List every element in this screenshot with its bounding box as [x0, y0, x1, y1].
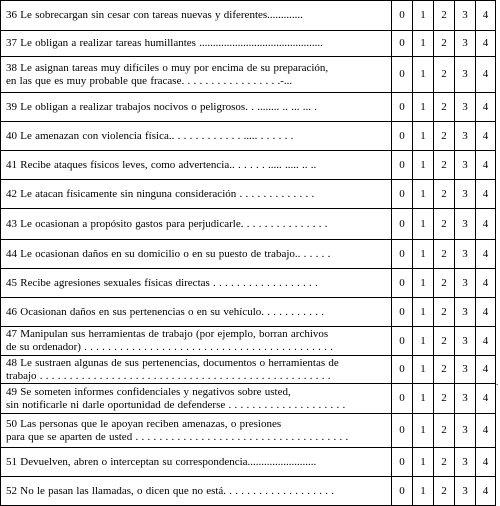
option-2[interactable]: 2 [434, 269, 455, 298]
option-4[interactable]: 4 [476, 93, 496, 122]
option-1[interactable]: 1 [413, 31, 434, 57]
option-3[interactable]: 3 [455, 448, 476, 477]
option-2[interactable]: 2 [434, 477, 455, 506]
option-3[interactable]: 3 [455, 477, 476, 506]
option-0[interactable]: 0 [392, 448, 413, 477]
option-3[interactable]: 3 [455, 31, 476, 57]
option-4[interactable]: 4 [476, 298, 496, 327]
option-0[interactable]: 0 [392, 298, 413, 327]
option-1[interactable]: 1 [413, 209, 434, 240]
question-cell [1, 384, 392, 414]
option-3[interactable]: 3 [455, 151, 476, 180]
option-4[interactable]: 4 [476, 209, 496, 240]
option-0[interactable]: 0 [392, 356, 413, 384]
question-text: 49 Se someten informes confidenciales y negativos sobre usted, sin notificarle ni darle oportunidad de defenderse . . . . . . . . . . . . . . . . . . . . [6, 385, 346, 411]
option-1[interactable]: 1 [413, 327, 434, 356]
option-3[interactable]: 3 [455, 122, 476, 151]
question-text: 52 No le pasan las llamadas, o dicen que no está. . . . . . . . . . . . . . . . . . . [6, 484, 335, 497]
option-1[interactable]: 1 [413, 414, 434, 448]
question-cell [1, 122, 392, 151]
question-cell [1, 240, 392, 269]
option-4[interactable]: 4 [476, 327, 496, 356]
question-row [1, 356, 496, 384]
option-4[interactable]: 4 [476, 269, 496, 298]
option-3[interactable]: 3 [455, 356, 476, 384]
question-text: 43 Le ocasionan a propósito gastos para perjudicarle. . . . . . . . . . . . . . . [6, 217, 328, 230]
question-cell [1, 93, 392, 122]
question-row [1, 151, 496, 180]
question-cell [1, 269, 392, 298]
question-cell [1, 151, 392, 180]
option-0[interactable]: 0 [392, 122, 413, 151]
question-row [1, 477, 496, 506]
option-1[interactable]: 1 [413, 384, 434, 414]
option-3[interactable]: 3 [455, 269, 476, 298]
question-row [1, 209, 496, 240]
option-4[interactable]: 4 [476, 151, 496, 180]
option-0[interactable]: 0 [392, 93, 413, 122]
option-2[interactable]: 2 [434, 93, 455, 122]
option-3[interactable]: 3 [455, 93, 476, 122]
option-3[interactable]: 3 [455, 384, 476, 414]
question-cell [1, 57, 392, 93]
option-0[interactable]: 0 [392, 151, 413, 180]
option-1[interactable]: 1 [413, 298, 434, 327]
option-4[interactable]: 4 [476, 57, 496, 93]
option-4[interactable]: 4 [476, 448, 496, 477]
option-0[interactable]: 0 [392, 269, 413, 298]
option-2[interactable]: 2 [434, 448, 455, 477]
question-row [1, 414, 496, 448]
question-cell [1, 327, 392, 356]
option-2[interactable]: 2 [434, 151, 455, 180]
question-cell [1, 477, 392, 506]
option-2[interactable]: 2 [434, 298, 455, 327]
question-text: 38 Le asignan tareas muy difíciles o muy por encima de su preparación, en las que es muy probable que fracase. . . . . . . . . . . . . . . . .-... [6, 61, 329, 87]
option-1[interactable]: 1 [413, 448, 434, 477]
option-0[interactable]: 0 [392, 240, 413, 269]
question-cell [1, 180, 392, 209]
option-2[interactable]: 2 [434, 1, 455, 31]
option-0[interactable]: 0 [392, 414, 413, 448]
option-2[interactable]: 2 [434, 180, 455, 209]
option-0[interactable]: 0 [392, 180, 413, 209]
option-0[interactable]: 0 [392, 31, 413, 57]
option-2[interactable]: 2 [434, 414, 455, 448]
option-4[interactable]: 4 [476, 31, 496, 57]
option-2[interactable]: 2 [434, 57, 455, 93]
question-text: 41 Recibe ataques físicos leves, como advertencia.. . . . . . ..... ..... .. .. [6, 158, 317, 171]
option-2[interactable]: 2 [434, 327, 455, 356]
option-1[interactable]: 1 [413, 269, 434, 298]
option-1[interactable]: 1 [413, 1, 434, 31]
option-1[interactable]: 1 [413, 240, 434, 269]
question-text: 47 Manipulan sus herramientas de trabajo (por ejemplo, borran archivos de su ordenador) . . . . . . . . . . . . . . . . . . . . . . . . . . . . . . . . . . . . . . . . . . [6, 328, 333, 353]
question-text: 50 Las personas que le apoyan reciben amenazas, o presiones para que se aparten de usted . . . . . . . . . . . . . . . . . . . . . . . . . . . . . . . . . . . . [6, 417, 349, 443]
question-row [1, 298, 496, 327]
survey-body [1, 1, 499, 506]
question-row [1, 93, 496, 122]
question-text: 48 Le sustraen algunas de sus pertenencias, documentos o herramientas de trabajo . . . . . . . . . . . . . . . . . . . . . . . . . . . . . . . . . . . . . . . . . . . . . . . . . [6, 356, 339, 382]
question-text: 40 Le amenazan con violencia física.. . . . . . . . . . . . ..... . . . . . . [6, 129, 294, 142]
option-4[interactable]: 4 [476, 180, 496, 209]
option-1[interactable]: 1 [413, 180, 434, 209]
question-cell [1, 414, 392, 448]
question-cell [1, 448, 392, 477]
question-cell [1, 209, 392, 240]
option-3[interactable]: 3 [455, 298, 476, 327]
question-text: 39 Le obligan a realizar trabajos nocivos o peligrosos. . ........ .. ... ... . [6, 100, 317, 113]
question-row [1, 269, 496, 298]
question-text: 45 Recibe agresiones sexuales físicas directas . . . . . . . . . . . . . . . . . . [6, 276, 318, 289]
question-row [1, 240, 496, 269]
option-0[interactable]: 0 [392, 384, 413, 414]
option-4[interactable]: 4 [476, 414, 496, 448]
option-3[interactable]: 3 [455, 57, 476, 93]
question-row [1, 327, 496, 356]
option-2[interactable]: 2 [434, 209, 455, 240]
question-cell [1, 356, 392, 384]
question-row [1, 384, 496, 414]
question-text: 51 Devuelven, abren o interceptan su correspondencia......................... [6, 455, 317, 468]
option-4[interactable]: 4 [476, 122, 496, 151]
question-row [1, 1, 496, 31]
option-2[interactable]: 2 [434, 356, 455, 384]
question-text: 42 Le atacan físicamente sin ninguna consideración . . . . . . . . . . . . . [6, 187, 315, 200]
option-3[interactable]: 3 [455, 209, 476, 240]
question-text: 37 Le obligan a realizar tareas humillantes ............................................. [6, 37, 323, 49]
option-3[interactable]: 3 [455, 327, 476, 356]
option-4[interactable]: 4 [476, 1, 496, 31]
option-2[interactable]: 2 [434, 122, 455, 151]
question-text: 46 Ocasionan daños en sus pertenencias o en su vehículo. . . . . . . . . . . [6, 305, 325, 318]
question-row [1, 31, 496, 57]
option-4[interactable]: 4 [476, 356, 496, 384]
question-cell [1, 1, 392, 31]
option-1[interactable]: 1 [413, 57, 434, 93]
question-row [1, 180, 496, 209]
option-0[interactable]: 0 [392, 57, 413, 93]
option-0[interactable]: 0 [392, 327, 413, 356]
question-row [1, 57, 496, 93]
question-row [1, 448, 496, 477]
option-4[interactable]: 4 [476, 384, 496, 414]
option-1[interactable]: 1 [413, 93, 434, 122]
question-cell [1, 298, 392, 327]
question-row [1, 122, 496, 151]
question-cell [1, 31, 392, 57]
option-4[interactable]: 4 [476, 240, 496, 269]
option-2[interactable]: 2 [434, 384, 455, 414]
option-3[interactable]: 3 [455, 1, 476, 31]
option-1[interactable]: 1 [413, 151, 434, 180]
option-3[interactable]: 3 [455, 180, 476, 209]
option-1[interactable]: 1 [413, 122, 434, 151]
option-3[interactable]: 3 [455, 240, 476, 269]
option-2[interactable]: 2 [434, 31, 455, 57]
option-0[interactable]: 0 [392, 477, 413, 506]
option-1[interactable]: 1 [413, 356, 434, 384]
question-text: 44 Le ocasionan daños en su domicilio o en su puesto de trabajo.. . . . . . [6, 247, 331, 260]
option-1[interactable]: 1 [413, 477, 434, 506]
option-3[interactable]: 3 [455, 414, 476, 448]
option-2[interactable]: 2 [434, 240, 455, 269]
option-4[interactable]: 4 [476, 477, 496, 506]
option-0[interactable]: 0 [392, 209, 413, 240]
option-0[interactable]: 0 [392, 1, 413, 31]
margin-mark: . [496, 377, 499, 387]
question-text: 36 Le sobrecargan sin cesar con tareas nuevas y diferentes............. [6, 9, 303, 21]
